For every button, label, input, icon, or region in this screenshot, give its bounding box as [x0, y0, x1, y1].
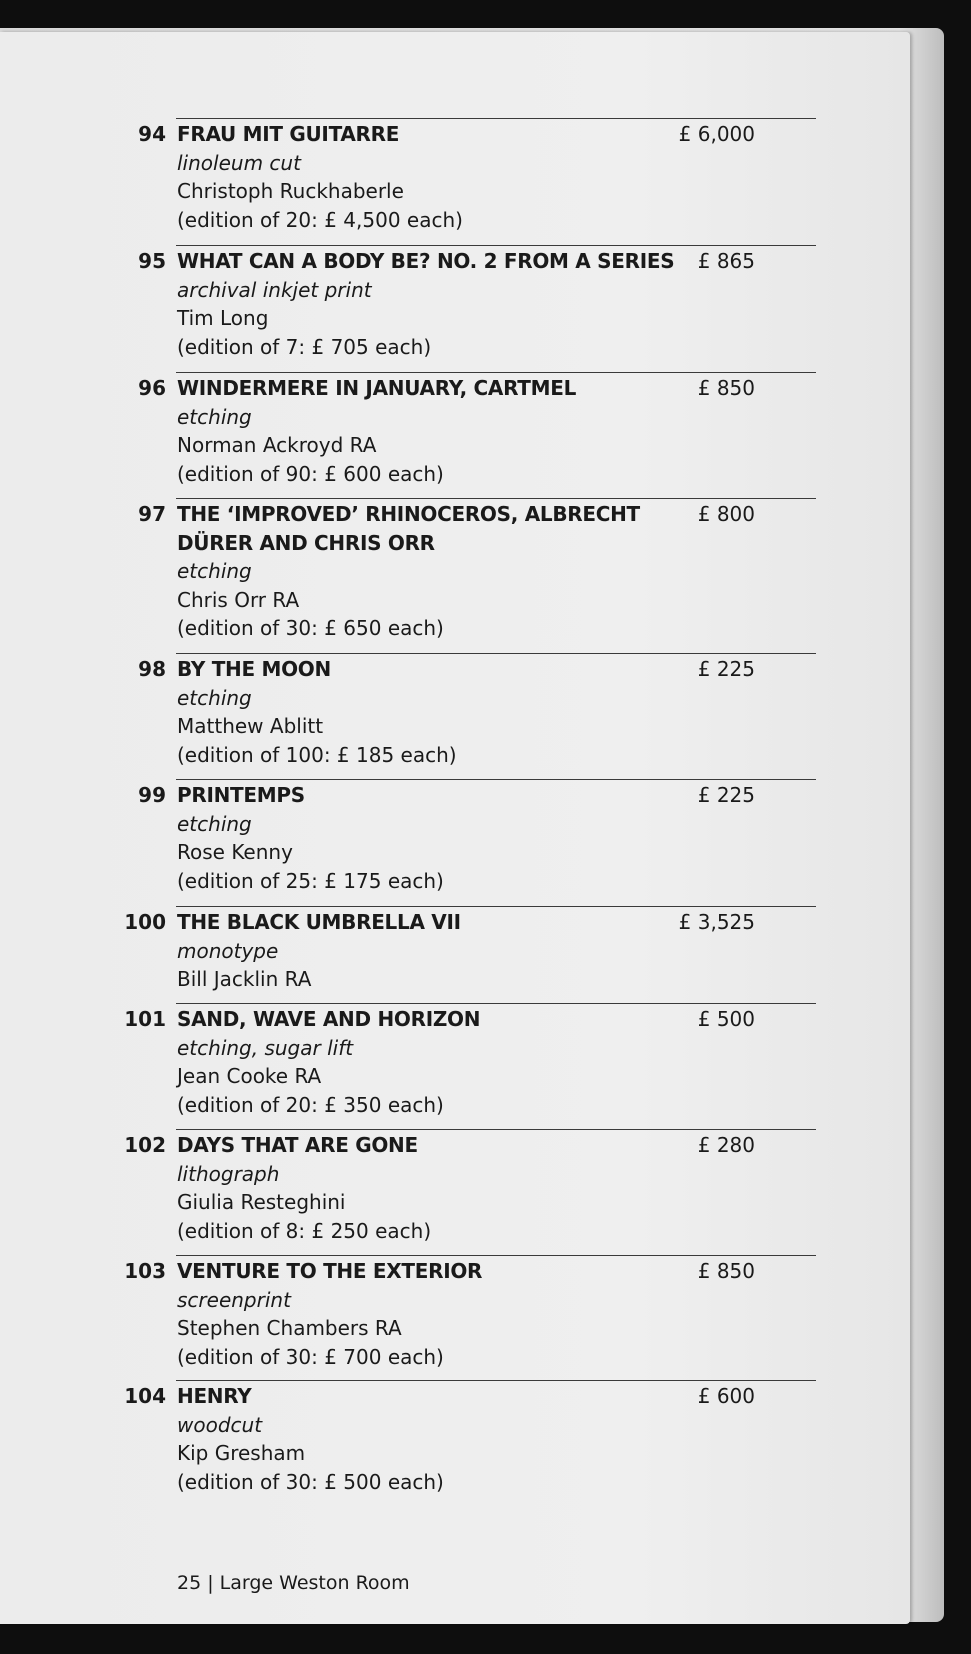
entry-medium: lithograph [177, 1161, 280, 1186]
entry-details [177, 908, 697, 994]
entry-artist: Matthew Ablitt [177, 714, 324, 738]
entry-details [177, 247, 697, 361]
entry-details [177, 1257, 697, 1371]
entry-price: £ 3,525 [678, 910, 755, 934]
entry-edition: (edition of 25: £ 175 each) [177, 868, 444, 893]
entry-price: £ 280 [697, 1133, 755, 1157]
entry-details [177, 1131, 697, 1245]
entry-divider [176, 906, 816, 907]
entry-medium: etching, sugar lift [177, 1035, 354, 1060]
entry-divider [176, 1255, 816, 1256]
entry-number: 101 [124, 1007, 166, 1031]
entry-title: VENTURE TO THE EXTERIOR [177, 1259, 483, 1283]
entry-title: THE BLACK UMBRELLA VII [177, 910, 461, 934]
entry-artist: Bill Jacklin RA [177, 967, 312, 991]
entry-price: £ 225 [697, 783, 755, 807]
entry-details [177, 655, 697, 769]
entry-artist: Jean Cooke RA [177, 1064, 322, 1088]
entry-number: 94 [138, 122, 166, 146]
entry-title: SAND, WAVE AND HORIZON [177, 1007, 481, 1031]
entry-price: £ 865 [697, 249, 755, 273]
entry-title: FRAU MIT GUITARRE [177, 122, 400, 146]
entry-artist: Stephen Chambers RA [177, 1316, 402, 1340]
entry-divider [176, 372, 816, 373]
entry-number: 104 [124, 1384, 166, 1408]
entry-price: £ 850 [697, 1259, 755, 1283]
entry-edition: (edition of 90: £ 600 each) [177, 461, 444, 486]
entry-medium: monotype [177, 938, 279, 963]
entry-number: 103 [124, 1259, 166, 1283]
entry-edition: (edition of 100: £ 185 each) [177, 742, 457, 767]
entry-medium: etching [177, 559, 252, 583]
entry-title: HENRY [177, 1384, 252, 1408]
entry-details [177, 374, 697, 488]
entry-medium: etching [177, 404, 252, 429]
entry-number: 99 [138, 783, 166, 807]
entry-details [177, 781, 697, 895]
entry-artist: Kip Gresham [177, 1441, 306, 1465]
page-footer: 25 | Large Weston Room [177, 1572, 410, 1594]
entry-artist: Christoph Ruckhaberle [177, 179, 404, 203]
entry-title: THE ‘IMPROVED’ RHINOCEROS, ALBRECHT DÜRER AND CHRIS ORR [177, 502, 640, 555]
entry-divider [176, 653, 816, 654]
entry-medium: linoleum cut [177, 150, 301, 175]
entry-details [177, 1005, 697, 1119]
entry-medium: etching [177, 811, 252, 836]
entry-artist: Norman Ackroyd RA [177, 433, 377, 457]
entry-edition: (edition of 20: £ 4,500 each) [177, 207, 463, 232]
entry-medium: archival inkjet print [177, 277, 372, 302]
entry-number: 100 [124, 910, 166, 934]
entry-details [177, 500, 697, 643]
catalogue-page [0, 32, 910, 1624]
entry-title: WINDERMERE IN JANUARY, CARTMEL [177, 376, 577, 400]
entry-edition: (edition of 20: £ 350 each) [177, 1092, 444, 1117]
entry-divider [176, 245, 816, 246]
entry-number: 98 [138, 657, 166, 681]
entry-number: 95 [138, 249, 166, 273]
entry-number: 97 [138, 502, 166, 526]
entry-title: PRINTEMPS [177, 783, 305, 807]
entry-details [177, 1382, 697, 1496]
entry-divider [176, 1003, 816, 1004]
entry-price: £ 600 [697, 1384, 755, 1408]
entry-artist: Tim Long [177, 306, 269, 330]
entry-title: DAYS THAT ARE GONE [177, 1133, 418, 1157]
entry-medium: etching [177, 685, 252, 710]
entry-price: £ 6,000 [678, 122, 755, 146]
entry-medium: woodcut [177, 1412, 263, 1437]
entry-artist: Chris Orr RA [177, 587, 300, 612]
entry-artist: Rose Kenny [177, 840, 293, 864]
entry-price: £ 225 [697, 657, 755, 681]
entry-divider [176, 498, 816, 499]
entry-price: £ 800 [697, 502, 755, 526]
entry-number: 102 [124, 1133, 166, 1157]
entry-price: £ 850 [697, 376, 755, 400]
entry-divider [176, 118, 816, 119]
entry-price: £ 500 [697, 1007, 755, 1031]
entry-title: BY THE MOON [177, 657, 331, 681]
entry-title: WHAT CAN A BODY BE? NO. 2 FROM A SERIES [177, 249, 675, 273]
entry-divider [176, 1380, 816, 1381]
entry-edition: (edition of 30: £ 700 each) [177, 1344, 444, 1369]
entry-artist: Giulia Resteghini [177, 1190, 346, 1214]
entry-edition: (edition of 30: £ 500 each) [177, 1469, 444, 1494]
entry-edition: (edition of 8: £ 250 each) [177, 1218, 432, 1243]
entry-edition: (edition of 7: £ 705 each) [177, 334, 432, 359]
entry-edition: (edition of 30: £ 650 each) [177, 616, 444, 640]
entry-divider [176, 1129, 816, 1130]
entry-divider [176, 779, 816, 780]
entry-number: 96 [138, 376, 166, 400]
entry-medium: screenprint [177, 1287, 291, 1312]
entry-details [177, 120, 697, 234]
